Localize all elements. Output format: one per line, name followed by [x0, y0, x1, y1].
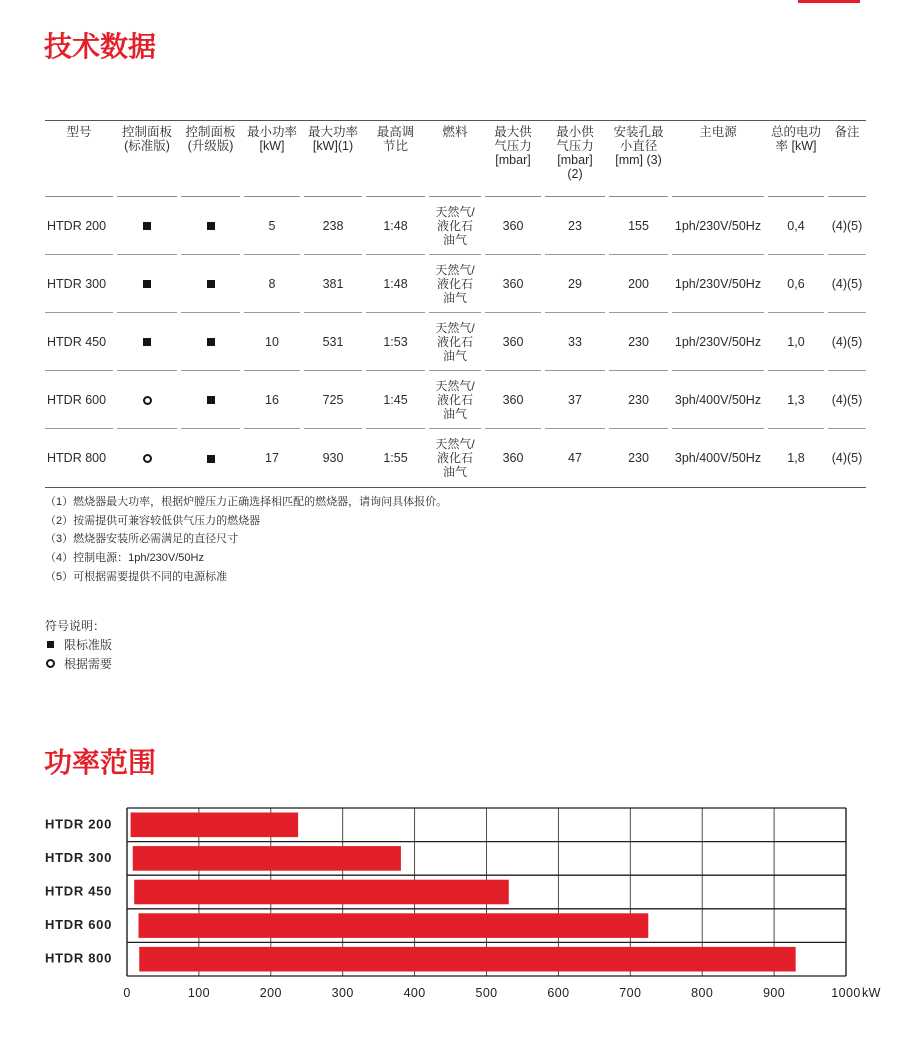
cell-notes: (4)(5) — [831, 451, 863, 465]
spec-table-container — [45, 120, 866, 488]
cell-fuel: 天然气/ 液化石 油气 — [429, 371, 481, 429]
cell-power-supply: 1ph/230V/50Hz — [672, 255, 764, 313]
x-tick-label: 400 — [403, 986, 426, 1000]
cell-min-hole-diameter: 230 — [628, 451, 649, 465]
table-row — [45, 371, 866, 429]
category-label-htdr-200: HTDR 200 — [45, 816, 113, 832]
cell-turndown: 1:55 — [383, 451, 408, 465]
cell-min-gas-pressure: 37 — [545, 371, 605, 429]
legend-item-label: 根据需要 — [64, 657, 113, 671]
cell-max-gas-pressure: 360 — [502, 451, 524, 465]
power-range-chart — [0, 800, 909, 1010]
cell-min-hole-diameter: 200 — [609, 255, 668, 313]
legend-item — [45, 655, 112, 674]
cell-max-power: 930 — [322, 451, 344, 465]
cell-min-hole-diameter: 155 — [609, 197, 668, 255]
cell-min-gas-pressure: 23 — [545, 197, 605, 255]
cell-fuel: 天然气/ 液化石 油气 — [429, 313, 481, 371]
ring-icon — [143, 396, 152, 405]
cell-model: HTDR 600 — [45, 371, 113, 429]
cell-electric-power: 0,6 — [768, 255, 824, 313]
cell-min-power: 17 — [265, 451, 279, 465]
column-header-notes: 备注 — [828, 121, 866, 197]
cell-electric-power: 1,0 — [768, 313, 824, 371]
header-row — [45, 121, 866, 197]
legend-title: 符号说明： — [45, 619, 106, 633]
column-header-max-power: 最大功率 [kW](1) — [304, 121, 362, 197]
cell-max-gas-pressure: 360 — [485, 255, 541, 313]
column-header-min-gas-pressure: 最小供 气压力 [mbar] (2) — [545, 121, 605, 197]
cell-panel-standard — [117, 429, 177, 487]
cell-notes: (4)(5) — [828, 197, 866, 255]
cell-fuel: 天然气/ 液化石 油气 — [429, 255, 481, 313]
legend-item — [45, 636, 112, 655]
legend-item-label: 限标准版 — [64, 638, 113, 652]
spec-table-head — [45, 121, 866, 197]
cell-min-hole-diameter: 230 — [609, 371, 668, 429]
x-tick-label: 1000 — [831, 986, 861, 1000]
x-tick-label: 500 — [475, 986, 498, 1000]
cell-panel-standard — [117, 371, 177, 429]
footnote: （2）按需提供可兼容较低供气压力的燃烧器 — [45, 514, 261, 527]
cell-model: HTDR 300 — [45, 255, 113, 313]
cell-max-power: 381 — [304, 255, 362, 313]
category-label-htdr-300: HTDR 300 — [45, 849, 113, 865]
column-header-electric-power: 总的电功 率 [kW] — [768, 121, 824, 197]
footnotes — [45, 493, 447, 587]
filled-square-icon — [207, 222, 215, 230]
cell-notes: (4)(5) — [828, 255, 866, 313]
cell-min-gas-pressure: 33 — [545, 313, 605, 371]
footnote: （3）燃烧器安装所必需满足的直径尺寸 — [45, 533, 239, 546]
x-tick-label: 700 — [619, 986, 642, 1000]
column-header-panel-standard: 控制面板 (标准版) — [117, 121, 177, 197]
filled-square-icon — [207, 338, 215, 346]
logo-fragment — [798, 0, 860, 3]
cell-max-gas-pressure: 360 — [485, 371, 541, 429]
cell-electric-power: 1,8 — [787, 451, 805, 465]
x-unit-label: kW — [862, 986, 881, 1000]
cell-power-supply: 3ph/400V/50Hz — [674, 451, 762, 465]
cell-max-power: 238 — [304, 197, 362, 255]
x-tick-label: 800 — [691, 986, 714, 1000]
cell-panel-standard — [117, 255, 177, 313]
cell-electric-power: 0,4 — [768, 197, 824, 255]
filled-square-icon — [207, 280, 215, 288]
ring-icon — [143, 454, 152, 463]
footnote: （5）可根据需要提供不同的电源标准 — [45, 570, 228, 583]
x-tick-label: 300 — [331, 986, 354, 1000]
category-label-htdr-450: HTDR 450 — [45, 883, 113, 899]
filled-square-icon — [207, 455, 215, 463]
bar-htdr-300 — [133, 846, 401, 871]
cell-min-power: 5 — [244, 197, 300, 255]
cell-model: HTDR 200 — [45, 197, 113, 255]
x-tick-label: 100 — [187, 986, 210, 1000]
legend-items — [45, 636, 112, 674]
spec-table — [41, 121, 870, 487]
column-header-max-gas-pressure: 最大供 气压力 [mbar] — [485, 121, 541, 197]
cell-panel-upgrade — [181, 429, 240, 487]
filled-square-icon — [207, 396, 215, 404]
cell-model: HTDR 450 — [45, 313, 113, 371]
cell-max-gas-pressure: 360 — [485, 197, 541, 255]
bar-htdr-800 — [139, 947, 795, 972]
x-tick-label: 600 — [547, 986, 570, 1000]
filled-square-icon — [143, 338, 151, 346]
cell-model: HTDR 800 — [47, 451, 107, 465]
bar-htdr-450 — [134, 880, 509, 905]
cell-min-power: 8 — [244, 255, 300, 313]
x-tick-label: 900 — [763, 986, 786, 1000]
category-label-htdr-800: HTDR 800 — [45, 950, 113, 966]
cell-turndown: 1:48 — [366, 255, 425, 313]
column-header-min-power: 最小功率 [kW] — [244, 121, 300, 197]
cell-power-supply: 1ph/230V/50Hz — [672, 313, 764, 371]
cell-panel-upgrade — [181, 313, 240, 371]
footnote: （4）控制电源：1ph/230V/50Hz — [45, 552, 204, 565]
cell-fuel: 天然气/ 液化石 油气 — [435, 437, 475, 479]
power-range-title: 功率范围 — [44, 747, 157, 778]
column-header-power-supply: 主电源 — [672, 121, 764, 197]
cell-turndown: 1:45 — [366, 371, 425, 429]
ring-icon — [46, 659, 55, 668]
cell-power-supply: 1ph/230V/50Hz — [672, 197, 764, 255]
x-tick-label: 200 — [259, 986, 282, 1000]
table-row — [45, 313, 866, 371]
cell-power-supply: 3ph/400V/50Hz — [672, 371, 764, 429]
cell-turndown: 1:53 — [366, 313, 425, 371]
cell-min-gas-pressure: 29 — [545, 255, 605, 313]
cell-fuel: 天然气/ 液化石 油气 — [429, 197, 481, 255]
cell-max-gas-pressure: 360 — [485, 313, 541, 371]
symbol-legend — [45, 617, 112, 674]
filled-square-icon — [143, 222, 151, 230]
spec-table-body — [45, 197, 866, 487]
cell-panel-standard — [117, 313, 177, 371]
x-tick-label: 0 — [123, 986, 131, 1000]
column-header-fuel: 燃料 — [429, 121, 481, 197]
cell-electric-power: 1,3 — [768, 371, 824, 429]
table-row — [45, 197, 866, 255]
cell-turndown: 1:48 — [366, 197, 425, 255]
footnote: （1）燃烧器最大功率，根据炉膛压力正确选择相匹配的燃烧器，请询问具体报价。 — [45, 496, 448, 508]
cell-notes: (4)(5) — [828, 313, 866, 371]
cell-panel-upgrade — [181, 255, 240, 313]
cell-panel-standard — [117, 197, 177, 255]
filled-square-icon — [47, 641, 54, 648]
column-header-panel-upgrade: 控制面板 (升级版) — [181, 121, 240, 197]
tech-data-title: 技术数据 — [44, 31, 157, 62]
table-row — [45, 255, 866, 313]
bar-htdr-600 — [139, 913, 649, 938]
category-label-htdr-600: HTDR 600 — [45, 917, 113, 933]
cell-notes: (4)(5) — [828, 371, 866, 429]
cell-panel-upgrade — [181, 197, 240, 255]
cell-min-hole-diameter: 230 — [609, 313, 668, 371]
filled-square-icon — [143, 280, 151, 288]
table-row — [45, 429, 866, 487]
bar-htdr-200 — [131, 813, 299, 838]
column-header-min-hole-diameter: 安装孔最 小直径 [mm] (3) — [609, 121, 668, 197]
cell-max-power: 531 — [304, 313, 362, 371]
column-header-model: 型号 — [45, 121, 113, 197]
cell-panel-upgrade — [181, 371, 240, 429]
cell-max-power: 725 — [304, 371, 362, 429]
cell-min-gas-pressure: 47 — [568, 451, 582, 465]
column-header-turndown: 最高调 节比 — [366, 121, 425, 197]
cell-min-power: 10 — [244, 313, 300, 371]
cell-min-power: 16 — [244, 371, 300, 429]
